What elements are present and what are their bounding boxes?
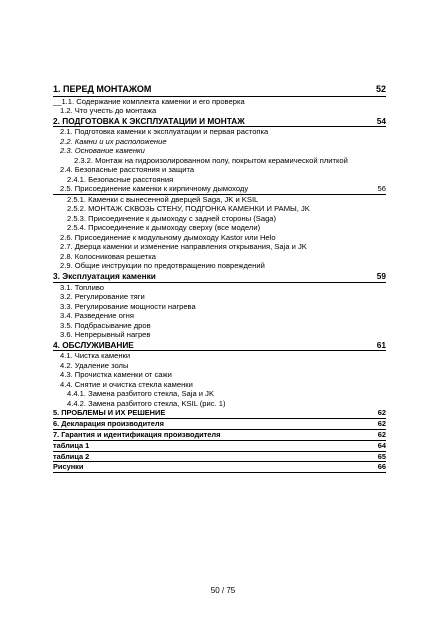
toc-section-10[interactable] (53, 184, 386, 195)
toc-entry-page: 59 (376, 270, 386, 281)
table-of-contents (53, 84, 386, 473)
toc-entry-title: таблица 2 (53, 451, 90, 461)
toc-entry-title: 2.4.1. Безопасные расстояния (67, 174, 174, 184)
toc-entry-title: 2.4. Безопасные расстояния и защита (60, 165, 195, 175)
toc-entry-12[interactable] (53, 204, 386, 214)
page-number: 50 / 75 (210, 586, 236, 595)
toc-entry-30[interactable] (53, 380, 386, 390)
toc-entry-title: 4. ОБСЛУЖИВАНИЕ (53, 339, 134, 350)
toc-entry-page: 54 (376, 115, 386, 126)
toc-entry-15[interactable] (53, 233, 386, 243)
toc-entry-page: 62 (377, 419, 386, 429)
toc-entry-title: 4.4.1. Замена разбитого стекла, Saja и JK (67, 389, 215, 399)
toc-entry-page: 65 (377, 451, 386, 461)
toc-entry-title: 3. Эксплуатация каменки (53, 270, 156, 281)
toc-section-38[interactable] (53, 462, 386, 473)
toc-entry-28[interactable] (53, 361, 386, 371)
toc-entry-11[interactable] (53, 195, 386, 205)
toc-entry-title: 3.1. Топливо (60, 282, 105, 292)
toc-entry-25[interactable] (53, 330, 386, 340)
toc-entry-29[interactable] (53, 370, 386, 380)
toc-entry-title: 3.6. Непрерывный нагрев (60, 330, 151, 340)
toc-entry-title: 2.6. Присоединение к модульному дымоходу Kastor или Helo (60, 232, 276, 242)
toc-entry-title: 4.1. Чистка каменки (60, 351, 131, 361)
toc-entry-5[interactable] (53, 137, 386, 147)
toc-entry-2[interactable] (53, 106, 386, 116)
toc-entry-title: 3.3. Регулирование мощности нагрева (60, 301, 196, 311)
toc-entry-title: Рисунки (53, 462, 84, 472)
toc-entry-title: 2.7. Дверца каменки и изменение направления открывания, Saja и JK (60, 242, 307, 252)
toc-entry-title: 2.3.2. Монтаж на гидроизолированном полу, покрытом керамической плиткой (74, 155, 348, 165)
toc-entry-title: 2.5. Присоединение каменки к кирпичному дымоходу (60, 184, 249, 194)
toc-entry-title: 1. ПЕРЕД МОНТАЖОМ (53, 84, 152, 94)
toc-entry-title: __1.1. Содержание комплекта каменки и его проверка (53, 96, 245, 106)
toc-entry-title: 2.2. Камни и их расположение (60, 136, 167, 146)
toc-section-3[interactable] (53, 116, 386, 128)
toc-entry-7[interactable] (53, 156, 386, 166)
toc-entry-title: 7. Гарантия и идентификация производителя (53, 429, 221, 439)
toc-entry-title: 2.5.1. Каменки с вынесенной дверцей Saga, JK и KSIL (67, 194, 259, 204)
toc-entry-17[interactable] (53, 252, 386, 262)
toc-entry-page: 52 (375, 84, 386, 94)
toc-entry-page: 64 (377, 440, 386, 450)
toc-entry-13[interactable] (53, 214, 386, 224)
toc-entry-title: 3.4. Разведение огня (60, 311, 134, 321)
toc-entry-9[interactable] (53, 175, 386, 185)
toc-entry-20[interactable] (53, 283, 386, 293)
toc-entry-page: 56 (377, 184, 386, 194)
toc-entry-page: 62 (377, 429, 386, 439)
toc-section-37[interactable] (53, 452, 386, 463)
toc-entry-21[interactable] (53, 292, 386, 302)
toc-entry-title: 5. ПРОБЛЕМЫ И ИХ РЕШЕНИЕ (53, 408, 166, 418)
toc-entry-27[interactable] (53, 351, 386, 361)
toc-entry-4[interactable] (53, 127, 386, 137)
toc-entry-title: 6. Декларация производителя (53, 419, 164, 429)
toc-entry-32[interactable] (53, 399, 386, 409)
toc-entry-14[interactable] (53, 223, 386, 233)
toc-entry-title: 4.4.2. Замена разбитого стекла, KSIL (рис. 1) (67, 398, 226, 408)
toc-entry-23[interactable] (53, 311, 386, 321)
toc-entry-page: 61 (376, 339, 386, 350)
toc-entry-16[interactable] (53, 242, 386, 252)
toc-section-33[interactable] (53, 408, 386, 419)
toc-entry-title: 2.5.2. МОНТАЖ СКВОЗЬ СТЕНУ, ПОДГОНКА КАМЕНКИ И РАМЫ, JK (67, 204, 310, 214)
toc-section-35[interactable] (53, 430, 386, 441)
toc-entry-title: 4.4. Снятие и очистка стекла каменки (60, 379, 193, 389)
toc-entry-title: 2.9. Общие инструкции по предотвращению повреждений (60, 261, 265, 271)
toc-section-26[interactable] (53, 340, 386, 352)
toc-entry-title: 4.3. Прочистка каменки от сажи (60, 370, 172, 380)
toc-entry-18[interactable] (53, 261, 386, 271)
toc-entry-31[interactable] (53, 389, 386, 399)
toc-section-0[interactable] (53, 84, 386, 97)
toc-entry-title: 4.2. Удаление золы (60, 360, 129, 370)
toc-entry-title: 2. ПОДГОТОВКА К ЭКСПЛУАТАЦИИ И МОНТАЖ (53, 115, 245, 126)
toc-entry-6[interactable] (53, 146, 386, 156)
toc-entry-title: 3.5. Подбрасывание дров (60, 320, 151, 330)
toc-section-36[interactable] (53, 441, 386, 452)
toc-entry-title: 2.3. Основание каменки (60, 146, 145, 156)
toc-entry-title: 2.8. Колосниковая решетка (60, 251, 156, 261)
toc-entry-title: таблица 1 (53, 440, 90, 450)
toc-entry-24[interactable] (53, 321, 386, 331)
toc-entry-title: 1.2. Что учесть до монтажа (60, 106, 157, 115)
toc-entry-title: 2.5.4. Присоединение к дымоходу сверху (все модели) (67, 223, 261, 233)
toc-entry-page: 62 (377, 408, 386, 418)
toc-entry-page: 66 (377, 462, 386, 472)
toc-entry-title: 2.1. Подготовка каменки к эксплуатации и первая растопка (60, 127, 269, 137)
toc-entry-title: 3.2. Регулирование тяги (60, 292, 145, 302)
toc-entry-8[interactable] (53, 165, 386, 175)
toc-entry-1[interactable] (53, 97, 386, 107)
toc-entry-22[interactable] (53, 302, 386, 312)
toc-entry-title: 2.5.3. Присоединение к дымоходу с задней стороны (Saga) (67, 213, 277, 223)
toc-section-34[interactable] (53, 419, 386, 430)
toc-section-19[interactable] (53, 271, 386, 283)
